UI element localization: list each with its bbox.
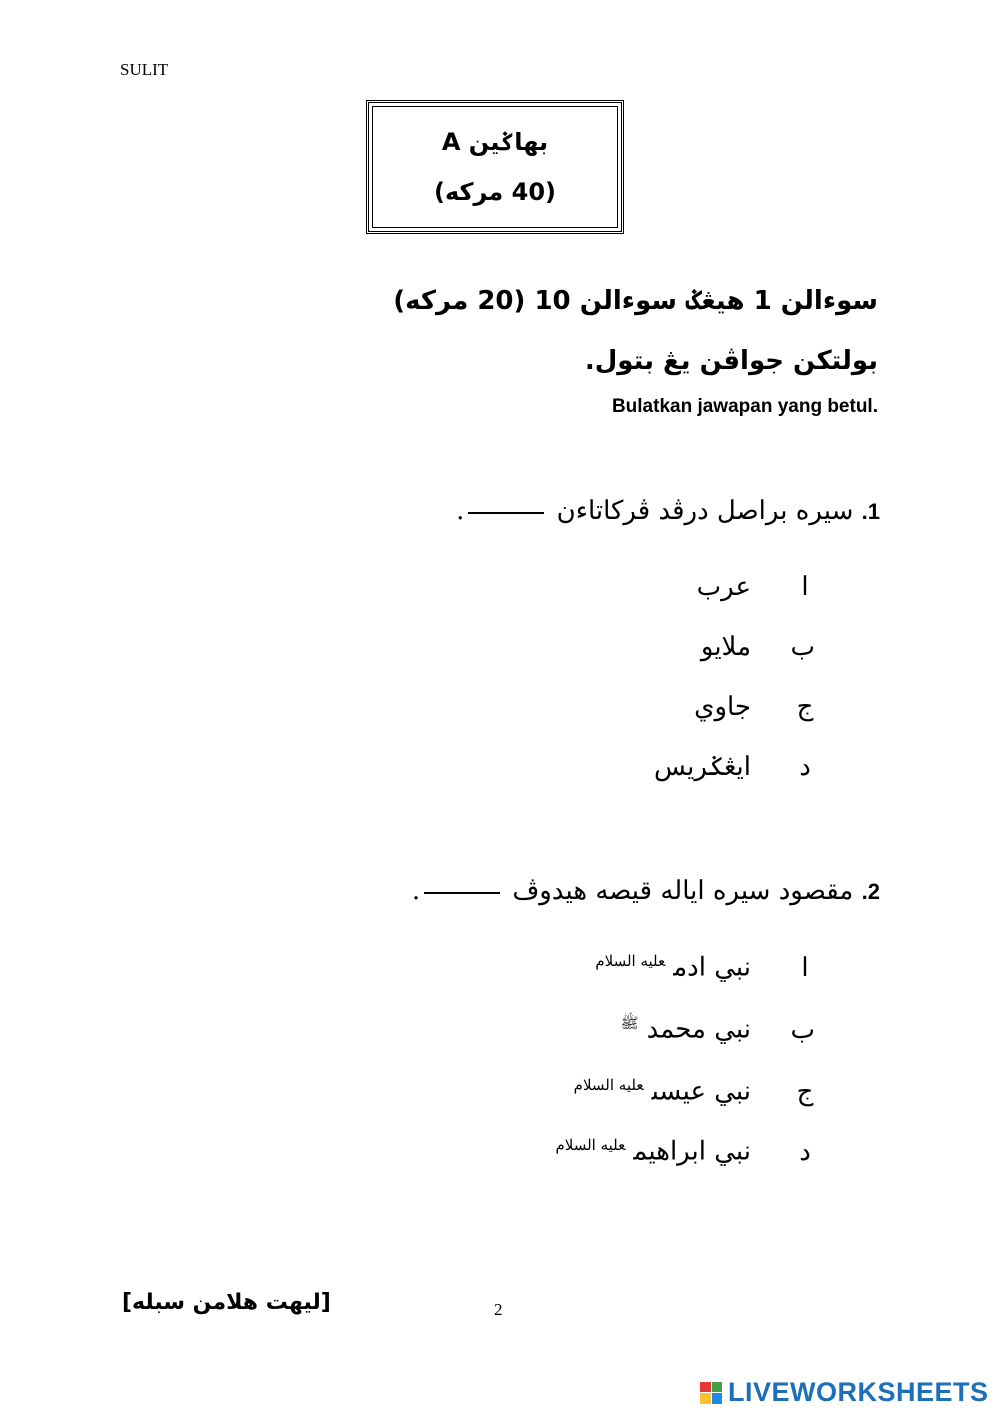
honorific-glyph: ﷺ <box>620 1014 639 1032</box>
turn-page-note: [ليهت هلامن سبله] <box>122 1290 331 1315</box>
instruction-line-2: بولتكن جواڤن يڠ بتول. <box>584 346 878 376</box>
option-b[interactable] <box>620 1014 815 1045</box>
option-text: نبي عيسى$^{عليه السلام}$ <box>573 1076 751 1107</box>
question-end: . <box>411 876 421 906</box>
question-number: 2. <box>861 879 880 904</box>
honorific-glyph: عليه السلام <box>555 1136 626 1154</box>
option-d[interactable] <box>555 1136 815 1167</box>
option-letter: ا <box>801 572 809 602</box>
option-a[interactable] <box>697 572 815 602</box>
option-letter: ج <box>796 692 814 722</box>
option-c[interactable] <box>694 692 815 722</box>
honorific-glyph: عليه السلام <box>595 952 666 970</box>
worksheet-icon <box>700 1382 722 1404</box>
brand-logo[interactable] <box>700 1377 989 1408</box>
option-letter: ب <box>790 1014 815 1045</box>
option-letter: ب <box>790 632 815 662</box>
section-title-box <box>366 100 624 234</box>
option-letter: د <box>799 1136 811 1167</box>
option-a[interactable] <box>595 952 815 983</box>
option-text: عرب <box>696 572 751 602</box>
option-text: جاوي <box>694 692 751 722</box>
question-number: 1. <box>861 499 880 524</box>
header-label: SULIT <box>120 60 169 79</box>
option-letter: د <box>799 752 811 782</box>
brand-name: LIVEWORKSHEETS <box>728 1377 989 1407</box>
option-c[interactable] <box>574 1076 815 1107</box>
question-1 <box>456 496 880 526</box>
instruction-line-1: سوءالن 1 هيڠݢ سوءالن 10 (20 مركه) <box>393 286 878 316</box>
option-letter: ا <box>801 952 809 983</box>
option-d[interactable] <box>654 752 815 782</box>
answer-blank <box>468 511 544 514</box>
answer-blank <box>424 891 500 894</box>
option-text: ملايو <box>700 632 751 662</box>
question-end: . <box>456 496 465 526</box>
question-text: مقصود سيره اياله قيصه هيدوڤ <box>512 876 854 906</box>
option-text: نبي محمد$^ﷺ$ <box>620 1014 751 1045</box>
option-letter: ج <box>796 1076 814 1107</box>
honorific-glyph: عليه السلام <box>573 1076 644 1094</box>
section-marks: (40 مركه) <box>434 178 556 206</box>
option-b[interactable] <box>701 632 815 662</box>
option-text: ايڠݢريس <box>654 752 751 782</box>
page-number: 2 <box>494 1300 503 1319</box>
instruction-rumi: Bulatkan jawapan yang betul. <box>611 396 878 417</box>
question-text: سيره براصل درڤد ڤركاتاءن <box>556 496 854 526</box>
question-2 <box>412 876 880 906</box>
option-text: نبي ادم$^{عليه السلام}$ <box>595 952 751 983</box>
section-title: بهاݢين A <box>441 128 549 156</box>
option-text: نبي ابراهيم$^{عليه السلام}$ <box>555 1136 751 1167</box>
